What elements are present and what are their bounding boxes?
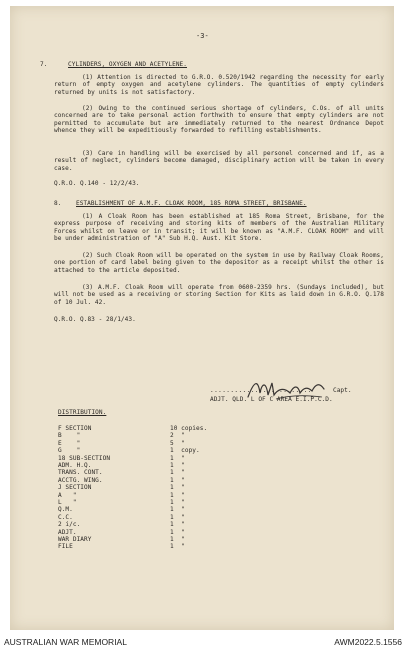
distribution-unit: J SECTION bbox=[58, 484, 92, 492]
section-7-heading: CYLINDERS, OXYGEN AND ACETYLENE. bbox=[68, 61, 187, 68]
distribution-copies: 10 copies. bbox=[170, 425, 208, 432]
distribution-copies: 1 " bbox=[170, 506, 185, 514]
distribution-copies: 1 " bbox=[170, 521, 185, 529]
section-8-para-1: (1) A Cloak Room has been established at 185 Roma Street, Brisbane, for the express purpose of receiving and storing kits of members of the Australian Military Forces whilst on leave or in transit; it will be known as "A.M.F. CLOAK ROOM" and will be under administration of "A" Sub H.Q. Aust. Kit Store. bbox=[54, 213, 384, 242]
distribution-copies: 1 " bbox=[170, 528, 185, 536]
distribution-unit: 18 SUB-SECTION bbox=[58, 454, 111, 462]
section-7-para-3: (3) Care in handling will be exercised by all personel concerned and if, as a result of neglect, cylinders become damaged, disciplinary action will be taken in every case. bbox=[54, 150, 384, 172]
distribution-copies: 1 " bbox=[170, 462, 185, 469]
distribution-copies: 1 " bbox=[170, 491, 185, 499]
distribution-unit: TRANS. CONT. bbox=[58, 469, 103, 477]
distribution-copies: 5 " bbox=[170, 439, 185, 447]
distribution-unit: A " bbox=[58, 491, 77, 499]
signature-appointment: ADJT. QLD. L OF C AREA E.I.P.C.D. bbox=[210, 396, 333, 403]
distribution-copies: 1 " bbox=[170, 454, 185, 462]
distribution-unit: WAR DIARY bbox=[58, 536, 92, 543]
section-7-number: 7. bbox=[40, 61, 48, 68]
distribution-unit: ACCTG. WING. bbox=[58, 476, 103, 484]
distribution-copies: 1 " bbox=[170, 536, 185, 543]
section-7-para-2: (2) Owing to the continued serious shortage of cylinders, C.Os. of all units concerned are to take personal action forthwith to ensure that empty cylinders are not permitted to accumulate but are immediately returned to the nearest Ordnance Depot whence they will be expeditiously forwarded to refilling establishments. bbox=[54, 105, 384, 134]
section-8-reference: Q.R.O. Q.83 - 28/1/43. bbox=[54, 316, 136, 323]
footer-bar bbox=[0, 631, 406, 653]
signature-dots: ......................... bbox=[210, 387, 312, 394]
distribution-copies: 1 " bbox=[170, 484, 185, 492]
distribution-copies: 1 " bbox=[170, 513, 185, 521]
footer-institution: AUSTRALIAN WAR MEMORIAL bbox=[4, 637, 127, 647]
distribution-unit: B " bbox=[58, 432, 81, 440]
distribution-unit: ADM. H.Q. bbox=[58, 462, 92, 469]
distribution-unit: 2 i/c. bbox=[58, 521, 81, 529]
section-8-heading: ESTABLISHMENT OF A.M.F. CLOAK ROOM, 185 ROMA STREET, BRISBANE. bbox=[76, 200, 307, 207]
distribution-unit: F SECTION bbox=[58, 425, 92, 432]
distribution-unit: E " bbox=[58, 439, 81, 447]
page-number: -3- bbox=[196, 32, 209, 40]
footer-accession-number: AWM2022.5.1556 bbox=[334, 637, 402, 647]
distribution-unit: C.C. bbox=[58, 513, 73, 521]
distribution-copies: 1 copy. bbox=[170, 447, 200, 455]
section-8-number: 8. bbox=[54, 200, 62, 207]
distribution-unit: ADJT. bbox=[58, 528, 77, 536]
distribution-unit: Q.M. bbox=[58, 506, 73, 514]
distribution-heading: DISTRIBUTION. bbox=[58, 409, 107, 416]
section-8-para-3: (3) A.M.F. Cloak Room will operate from 0600-2359 hrs. (Sundays included), but will not be used as a receiving or storing Section for Kits as laid down in G.R.O. Q.178 of 10 Jul. 42. bbox=[54, 284, 384, 306]
document-page bbox=[10, 6, 394, 630]
distribution-unit: G " bbox=[58, 447, 81, 455]
distribution-copies: 1 " bbox=[170, 476, 185, 484]
distribution-copies: 1 " bbox=[170, 469, 185, 477]
distribution-copies: 2 " bbox=[170, 432, 185, 440]
distribution-copies: 1 " bbox=[170, 499, 185, 506]
section-7-reference: Q.R.O. Q.140 - 12/2/43. bbox=[54, 180, 140, 187]
section-7-para-1: (1) Attention is directed to G.R.O. 0.520/1942 regarding the necessity for early return of empty oxygen and acetylene cylinders. The quantities of empty cylinders returned by units is not satisfactory. bbox=[54, 74, 384, 96]
distribution-unit: FILE bbox=[58, 543, 73, 551]
signature-rank: Capt. bbox=[333, 387, 352, 394]
section-8-para-2: (2) Such Cloak Room will be operated on the system in use by Railway Cloak Rooms, one portion of card label being given to the depositor as a receipt whilst the other is attached to the article deposited. bbox=[54, 252, 384, 274]
distribution-unit: L " bbox=[58, 499, 77, 506]
distribution-copies: 1 " bbox=[170, 543, 185, 551]
